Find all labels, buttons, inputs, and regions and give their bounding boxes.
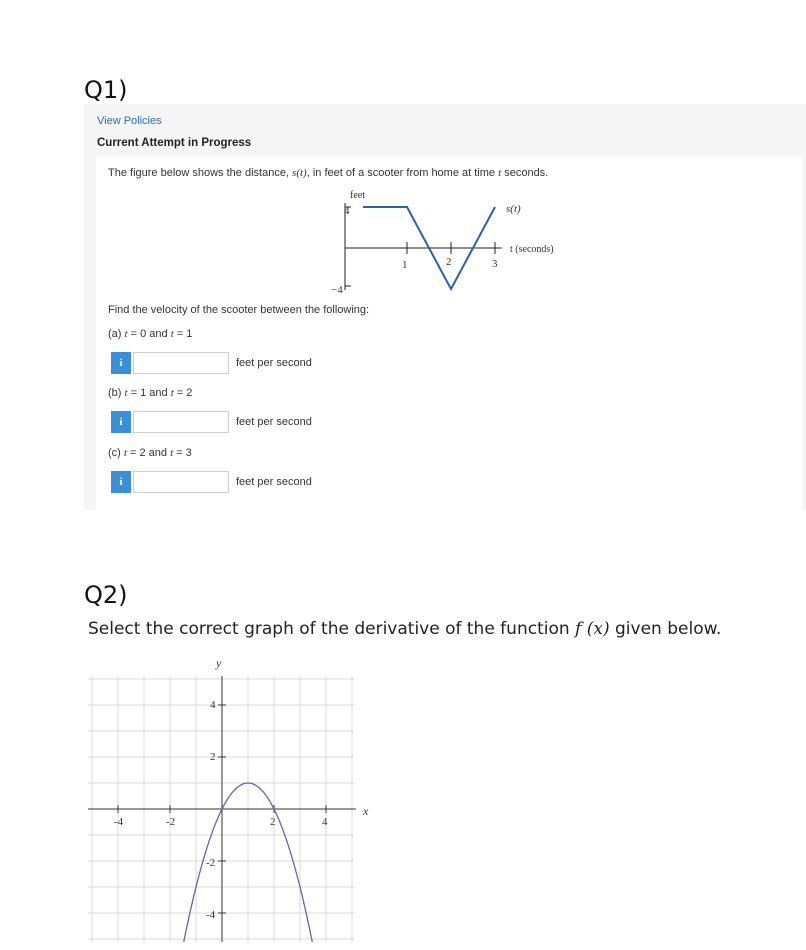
prompt-end: seconds. [501, 167, 549, 179]
q1-heading: Q1) [84, 76, 128, 104]
part-b-mid: = 1 and [127, 387, 171, 399]
x-tick-label-2: 2 [270, 816, 276, 828]
part-a-label [108, 328, 192, 340]
part-b-label [108, 387, 192, 399]
part-b-answer-input[interactable] [133, 411, 229, 433]
y-tick-label-2: 2 [210, 751, 216, 763]
prompt-mid: , in feet of a scooter from home at time [306, 167, 499, 179]
prompt-start: The figure below shows the distance, [108, 167, 293, 179]
q2-func: f (x) [575, 619, 610, 639]
x-axis-label: t (seconds) [510, 244, 554, 255]
part-b-unit: feet per second [236, 416, 312, 428]
function-graph [80, 650, 380, 942]
part-b-t2: t [170, 387, 174, 399]
x-tick-label-3: 3 [492, 258, 498, 270]
distance-graph [330, 182, 580, 296]
question-prompt [108, 167, 548, 179]
prompt-func: s(t) [292, 167, 307, 179]
part-c-info-button[interactable]: i [111, 471, 131, 493]
q2-prompt [88, 619, 721, 639]
part-c-prefix: (c) [108, 447, 124, 459]
y-bottom-label: −4 [331, 284, 343, 296]
part-c-answer-input[interactable] [133, 471, 229, 493]
part-a-t1: t [124, 328, 128, 340]
y-tick-label-neg2: -2 [206, 857, 216, 869]
part-c-unit: feet per second [236, 476, 312, 488]
x-tick-label-neg4: -4 [114, 816, 124, 828]
part-c-t1: t [123, 447, 127, 459]
part-a-prefix: (a) [108, 328, 125, 340]
y-unit-label: feet [350, 190, 365, 201]
q2-prompt-start: Select the correct graph of the derivative of the function [88, 619, 576, 639]
part-b-prefix: (b) [108, 387, 125, 399]
q2-prompt-end: given below. [609, 619, 722, 639]
part-a-answer-input[interactable] [133, 352, 229, 374]
part-a-info-button[interactable]: i [111, 352, 131, 374]
x-tick-label-neg2: -2 [166, 816, 176, 828]
view-policies-link[interactable]: View Policies [97, 115, 162, 127]
part-a-unit: feet per second [236, 357, 312, 369]
y-tick-label-4: 4 [210, 699, 216, 711]
prompt-t: t [498, 167, 502, 179]
part-c-mid: = 2 and [126, 447, 171, 459]
x-tick-label-1: 1 [402, 259, 408, 271]
part-b-info-button[interactable]: i [111, 411, 131, 433]
part-a-t2: t [170, 328, 174, 340]
y-top-label: 4 [344, 205, 350, 217]
velocity-instruction: Find the velocity of the scooter between the following: [108, 304, 370, 316]
graph-x-label: x [363, 804, 369, 818]
part-a-end: = 1 [173, 328, 193, 340]
part-a-mid: = 0 and [127, 328, 171, 340]
x-tick-label-2: 2 [446, 256, 452, 268]
graph-y-label: y [216, 656, 222, 670]
part-c-label [108, 447, 192, 459]
part-c-t2: t [170, 447, 174, 459]
part-c-end: = 3 [173, 447, 192, 459]
q2-heading: Q2) [84, 581, 128, 609]
attempt-status: Current Attempt in Progress [97, 137, 252, 149]
curve-label: s(t) [506, 203, 521, 215]
y-tick-label-neg4: -4 [206, 909, 216, 921]
part-b-t1: t [124, 387, 128, 399]
x-tick-label-4: 4 [322, 816, 328, 828]
part-b-end: = 2 [173, 387, 193, 399]
